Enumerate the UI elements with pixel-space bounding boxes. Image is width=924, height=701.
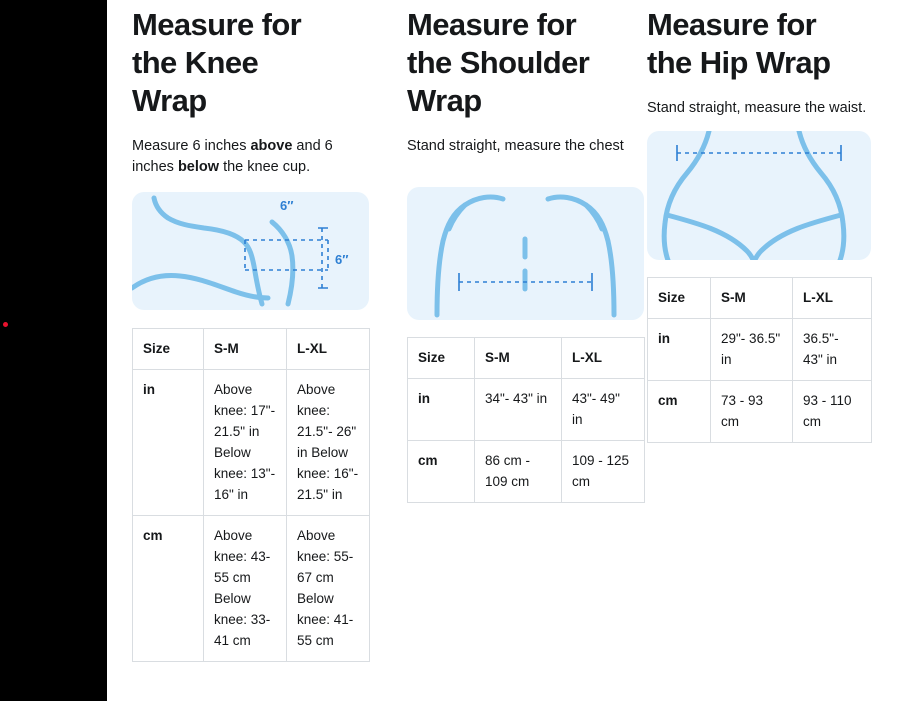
- instructions-knee-part-2: and 6 inches: [132, 138, 333, 175]
- knee-wrap-illustration: [132, 192, 369, 310]
- row-unit-cm: cm: [133, 516, 204, 662]
- table-row: [133, 516, 370, 662]
- column-header-sm: S-M: [204, 329, 287, 370]
- left-rail: [0, 0, 107, 701]
- column-header-size: Size: [133, 329, 204, 370]
- shoulder-wrap-diagram: [407, 187, 644, 320]
- dimension-label-below: 6″: [335, 252, 349, 267]
- table-header-row: [408, 338, 645, 379]
- instructions-knee-part-0: Measure 6 inches: [132, 138, 251, 154]
- column-header-lxl: L-XL: [287, 329, 370, 370]
- instructions-knee: [132, 136, 340, 178]
- size-guide-columns: [107, 0, 924, 701]
- column-header-lxl: L-XL: [562, 338, 645, 379]
- cell-cm-sm: 73 - 93 cm: [711, 381, 793, 443]
- table-row: [133, 370, 370, 516]
- hip-wrap-diagram: [647, 131, 871, 260]
- table-row: [408, 379, 645, 441]
- column-header-size: Size: [648, 278, 711, 319]
- cell-cm-sm: 86 cm - 109 cm: [475, 441, 562, 503]
- size-table-knee: [132, 328, 370, 662]
- column-header-sm: S-M: [475, 338, 562, 379]
- page-title-hip: Measure for the Hip Wrap: [647, 7, 831, 80]
- cell-cm-lxl: Above knee: 55- 67 cm Below knee: 41- 55 cm: [287, 516, 370, 662]
- instructions-knee-part-4: the knee cup.: [219, 159, 311, 175]
- size-table-shoulder: [407, 337, 645, 503]
- cell-in-sm: 29"- 36.5" in: [711, 319, 793, 381]
- instructions-knee-part-1: above: [250, 138, 293, 154]
- shoulder-wrap-illustration: [407, 187, 644, 320]
- accent-dot: [3, 322, 8, 327]
- row-unit-in: in: [133, 370, 204, 516]
- section-knee-wrap: [107, 0, 377, 701]
- table-row: [408, 441, 645, 503]
- cell-in-lxl: Above knee: 21.5"- 26" in Below knee: 16"- 21.5" in: [287, 370, 370, 516]
- cell-in-lxl: 43"- 49" in: [562, 379, 645, 441]
- row-unit-cm: cm: [648, 381, 711, 443]
- row-unit-in: in: [408, 379, 475, 441]
- cell-in-sm: 34"- 43" in: [475, 379, 562, 441]
- instructions-hip: Stand straight, measure the waist.: [647, 100, 867, 116]
- dimension-label-above: 6″: [280, 198, 294, 213]
- size-table-hip: [647, 277, 872, 443]
- table-header-row: [648, 278, 872, 319]
- row-unit-cm: cm: [408, 441, 475, 503]
- page-title-shoulder: Measure for the Shoulder Wrap: [407, 7, 590, 118]
- section-shoulder-wrap: [377, 0, 647, 701]
- cell-cm-sm: Above knee: 43- 55 cm Below knee: 33- 41 cm: [204, 516, 287, 662]
- cell-in-lxl: 36.5"- 43" in: [793, 319, 872, 381]
- table-row: [648, 381, 872, 443]
- table-row: [648, 319, 872, 381]
- hip-wrap-illustration: [647, 131, 871, 260]
- knee-wrap-diagram: [132, 192, 369, 310]
- page-title-knee: Measure for the Knee Wrap: [132, 7, 302, 118]
- instructions-shoulder: Stand straight, measure the chest: [407, 138, 624, 154]
- column-header-sm: S-M: [711, 278, 793, 319]
- column-header-lxl: L-XL: [793, 278, 872, 319]
- column-header-size: Size: [408, 338, 475, 379]
- instructions-knee-part-3: below: [177, 159, 220, 175]
- cell-in-sm: Above knee: 17"- 21.5" in Below knee: 13"- 16" in: [204, 370, 287, 516]
- cell-cm-lxl: 93 - 110 cm: [793, 381, 872, 443]
- cell-cm-lxl: 109 - 125 cm: [562, 441, 645, 503]
- table-header-row: [133, 329, 370, 370]
- section-hip-wrap: [647, 0, 894, 701]
- row-unit-in: in: [648, 319, 711, 381]
